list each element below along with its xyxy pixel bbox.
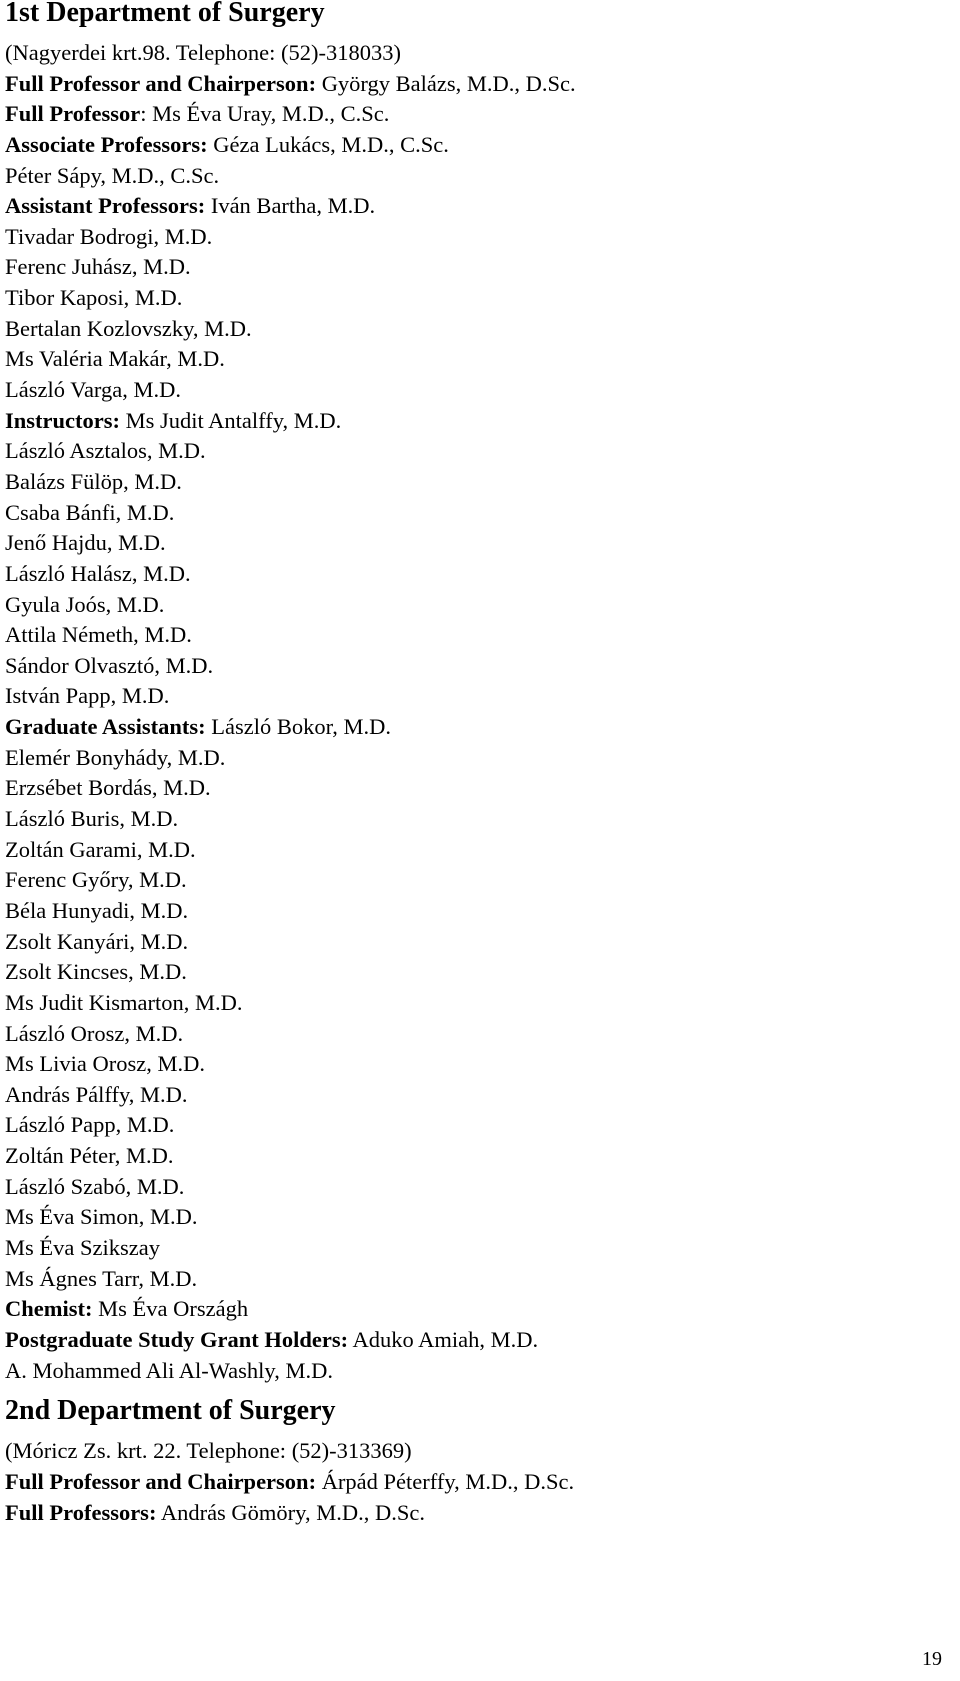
staff-line	[5, 865, 945, 896]
staff-entry-text: Zsolt Kanyári, M.D.	[5, 928, 189, 954]
role-label: Postgraduate Study Grant Holders:	[5, 1326, 349, 1352]
staff-line	[5, 773, 945, 804]
document-page	[5, 0, 945, 1528]
staff-line	[5, 344, 945, 375]
department-heading: 1st Department of Surgery	[5, 0, 325, 28]
staff-line	[5, 1233, 945, 1264]
staff-line	[5, 1172, 945, 1203]
staff-line	[5, 620, 945, 651]
staff-line	[5, 130, 945, 161]
staff-entry-text: Tibor Kaposi, M.D.	[5, 285, 183, 311]
staff-entry-text: Ms Éva Simon, M.D.	[5, 1204, 198, 1230]
staff-entry-text: István Papp, M.D.	[5, 683, 170, 709]
staff-line	[5, 436, 945, 467]
staff-entry-text: Csaba Bánfi, M.D.	[5, 499, 175, 525]
role-label: Full Professors:	[5, 1500, 157, 1526]
staff-entry-text: Gyula Joós, M.D.	[5, 591, 165, 617]
staff-entry-text: Ms Éva Szikszay	[5, 1234, 160, 1260]
role-label: Associate Professors:	[5, 131, 208, 157]
staff-line	[5, 804, 945, 835]
staff-entry-text: Erzsébet Bordás, M.D.	[5, 775, 211, 801]
staff-entry-text: Béla Hunyadi, M.D.	[5, 897, 189, 923]
staff-entry-text: : Ms Éva Uray, M.D., C.Sc.	[140, 101, 390, 127]
staff-entry-text: Ms Valéria Makár, M.D.	[5, 346, 225, 372]
staff-list	[5, 1435, 945, 1528]
role-label: Full Professor and Chairperson:	[5, 1469, 317, 1495]
staff-entry-text: (Móricz Zs. krt. 22. Telephone: (52)-313369)	[5, 1438, 412, 1464]
staff-entry-text: Zoltán Péter, M.D.	[5, 1143, 174, 1169]
role-label: Full Professor and Chairperson:	[5, 70, 317, 96]
staff-line	[5, 38, 945, 69]
staff-entry-text: Ms Éva Országh	[92, 1296, 249, 1322]
staff-entry-text: Ms Livia Orosz, M.D.	[5, 1051, 205, 1077]
staff-entry-text: László Varga, M.D.	[5, 377, 182, 403]
staff-entry-text: Péter Sápy, M.D., C.Sc.	[5, 162, 220, 188]
staff-entry-text: László Orosz, M.D.	[5, 1020, 184, 1046]
staff-line	[5, 283, 945, 314]
role-label: Assistant Professors:	[5, 193, 206, 219]
department-section-2	[5, 1395, 945, 1528]
staff-line	[5, 1497, 945, 1528]
staff-entry-text: Ms Ágnes Tarr, M.D.	[5, 1265, 198, 1291]
staff-entry-text: Zoltán Garami, M.D.	[5, 836, 196, 862]
staff-line	[5, 1466, 945, 1497]
staff-entry-text: András Pálffy, M.D.	[5, 1081, 188, 1107]
role-label: Chemist:	[5, 1296, 93, 1322]
staff-entry-text: András Gömöry, M.D., D.Sc.	[156, 1500, 425, 1526]
staff-line	[5, 69, 945, 100]
staff-entry-text: László Bokor, M.D.	[205, 714, 391, 740]
staff-line	[5, 927, 945, 958]
staff-line	[5, 957, 945, 988]
department-section-1	[5, 0, 945, 1386]
staff-line	[5, 1435, 945, 1466]
staff-entry-text: László Asztalos, M.D.	[5, 438, 206, 464]
page-number: 19	[922, 1648, 942, 1670]
staff-entry-text: László Halász, M.D.	[5, 560, 191, 586]
staff-line	[5, 835, 945, 866]
staff-line	[5, 1019, 945, 1050]
staff-line	[5, 191, 945, 222]
staff-line	[5, 375, 945, 406]
role-label: Graduate Assistants:	[5, 714, 206, 740]
staff-line	[5, 988, 945, 1019]
staff-line	[5, 651, 945, 682]
staff-line	[5, 559, 945, 590]
staff-list	[5, 38, 945, 1386]
staff-line	[5, 1141, 945, 1172]
staff-line	[5, 896, 945, 927]
staff-entry-text: László Szabó, M.D.	[5, 1173, 185, 1199]
staff-entry-text: Ferenc Juhász, M.D.	[5, 254, 191, 280]
staff-line	[5, 681, 945, 712]
staff-line	[5, 1080, 945, 1111]
staff-line	[5, 743, 945, 774]
staff-entry-text: Iván Bartha, M.D.	[205, 193, 376, 219]
staff-line	[5, 314, 945, 345]
staff-entry-text: Attila Németh, M.D.	[5, 622, 192, 648]
staff-line	[5, 252, 945, 283]
staff-line	[5, 590, 945, 621]
staff-line	[5, 1202, 945, 1233]
staff-line	[5, 467, 945, 498]
staff-line	[5, 1049, 945, 1080]
staff-entry-text: Tivadar Bodrogi, M.D.	[5, 223, 213, 249]
staff-entry-text: Aduko Amiah, M.D.	[348, 1326, 539, 1352]
staff-line	[5, 528, 945, 559]
staff-entry-text: Ms Judit Antalffy, M.D.	[119, 407, 342, 433]
role-label: Instructors:	[5, 407, 120, 433]
role-label: Full Professor	[5, 101, 141, 127]
department-heading: 2nd Department of Surgery	[5, 1395, 336, 1427]
staff-line	[5, 1356, 945, 1387]
staff-line	[5, 406, 945, 437]
staff-line	[5, 1110, 945, 1141]
staff-entry-text: Sándor Olvasztó, M.D.	[5, 652, 214, 678]
staff-entry-text: Elemér Bonyhády, M.D.	[5, 744, 226, 770]
staff-entry-text: Árpád Péterffy, M.D., D.Sc.	[316, 1469, 575, 1495]
staff-line	[5, 712, 945, 743]
staff-line	[5, 1264, 945, 1295]
staff-entry-text: Bertalan Kozlovszky, M.D.	[5, 315, 252, 341]
staff-line	[5, 222, 945, 253]
staff-line	[5, 1294, 945, 1325]
staff-entry-text: A. Mohammed Ali Al-Washly, M.D.	[5, 1357, 333, 1383]
staff-entry-text: László Buris, M.D.	[5, 806, 179, 832]
staff-entry-text: Ms Judit Kismarton, M.D.	[5, 989, 243, 1015]
staff-entry-text: László Papp, M.D.	[5, 1112, 175, 1138]
staff-entry-text: Ferenc Győry, M.D.	[5, 867, 187, 893]
staff-entry-text: Zsolt Kincses, M.D.	[5, 959, 187, 985]
staff-entry-text: György Balázs, M.D., D.Sc.	[316, 70, 576, 96]
staff-entry-text: Balázs Fülöp, M.D.	[5, 468, 182, 494]
staff-entry-text: Géza Lukács, M.D., C.Sc.	[207, 131, 449, 157]
staff-entry-text: Jenő Hajdu, M.D.	[5, 530, 166, 556]
staff-line	[5, 99, 945, 130]
staff-line	[5, 498, 945, 529]
staff-entry-text: (Nagyerdei krt.98. Telephone: (52)-318033)	[5, 40, 402, 65]
staff-line	[5, 1325, 945, 1356]
staff-line	[5, 161, 945, 192]
